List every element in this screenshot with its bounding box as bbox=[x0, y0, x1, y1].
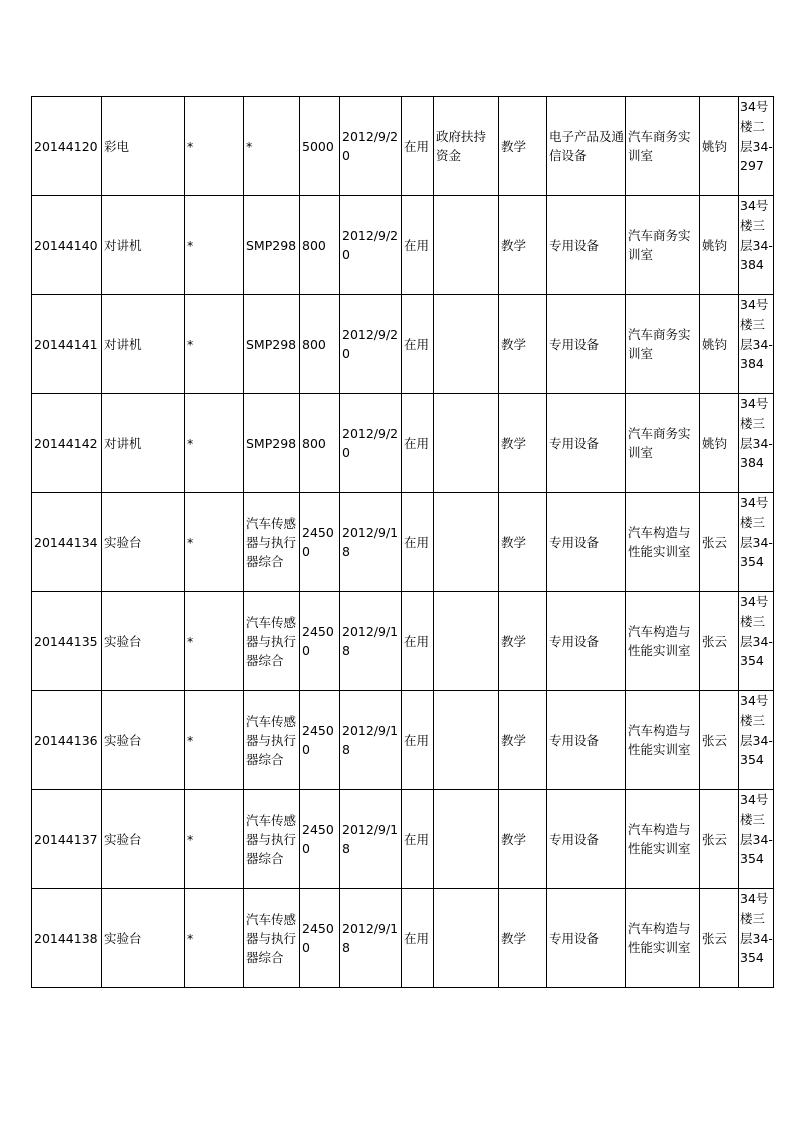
funding-source-cell bbox=[434, 295, 499, 394]
brand-cell bbox=[185, 394, 244, 493]
department-cell bbox=[626, 790, 700, 889]
category-text: 电子产品及通信设备 bbox=[549, 129, 625, 163]
status-cell bbox=[402, 97, 434, 196]
table-row bbox=[32, 295, 774, 394]
usage-cell bbox=[499, 493, 547, 592]
model-text: * bbox=[246, 138, 253, 154]
location-cell bbox=[739, 295, 774, 394]
asset-name-cell bbox=[102, 889, 185, 988]
status-text: 在用 bbox=[404, 831, 430, 847]
asset-name-text: 对讲机 bbox=[104, 237, 142, 253]
location-cell bbox=[739, 592, 774, 691]
purchase-date-text: 2012/9/18 bbox=[342, 723, 399, 757]
location-cell bbox=[739, 691, 774, 790]
model-text: SMP298 bbox=[246, 435, 297, 451]
location-cell bbox=[739, 97, 774, 196]
department-cell bbox=[626, 394, 700, 493]
location-text: 34号楼三层34-354 bbox=[740, 792, 773, 867]
purchase-date-text: 2012/9/20 bbox=[342, 129, 399, 163]
price-cell bbox=[300, 691, 340, 790]
purchase-date-cell bbox=[340, 493, 402, 592]
asset-id-text: 20144136 bbox=[34, 732, 98, 748]
model-text: 汽车传感器与执行器综合 bbox=[246, 911, 297, 965]
status-text: 在用 bbox=[404, 633, 430, 649]
price-text: 24500 bbox=[302, 525, 334, 559]
price-text: 24500 bbox=[302, 723, 334, 757]
usage-text: 教学 bbox=[501, 930, 527, 946]
usage-cell bbox=[499, 196, 547, 295]
purchase-date-text: 2012/9/18 bbox=[342, 921, 399, 955]
asset-name-cell bbox=[102, 196, 185, 295]
brand-cell bbox=[185, 691, 244, 790]
department-text: 汽车构造与性能实训室 bbox=[628, 822, 691, 856]
usage-cell bbox=[499, 394, 547, 493]
model-cell bbox=[244, 295, 300, 394]
usage-text: 教学 bbox=[501, 138, 527, 154]
price-cell bbox=[300, 493, 340, 592]
brand-cell bbox=[185, 592, 244, 691]
location-text: 34号楼三层34-384 bbox=[740, 297, 773, 372]
price-text: 24500 bbox=[302, 624, 334, 658]
asset-name-text: 实验台 bbox=[104, 732, 142, 748]
department-text: 汽车商务实训室 bbox=[628, 129, 691, 163]
brand-text: * bbox=[187, 237, 194, 253]
purchase-date-cell bbox=[340, 196, 402, 295]
purchase-date-text: 2012/9/18 bbox=[342, 525, 399, 559]
category-text: 专用设备 bbox=[549, 336, 600, 352]
price-text: 5000 bbox=[302, 138, 334, 154]
category-cell bbox=[547, 295, 626, 394]
category-cell bbox=[547, 790, 626, 889]
table-row bbox=[32, 196, 774, 295]
location-cell bbox=[739, 889, 774, 988]
location-text: 34号楼三层34-354 bbox=[740, 693, 773, 768]
location-text: 34号楼三层34-354 bbox=[740, 594, 773, 669]
funding-source-cell bbox=[434, 790, 499, 889]
asset-name-text: 实验台 bbox=[104, 633, 142, 649]
keeper-text: 姚钧 bbox=[702, 336, 728, 352]
usage-cell bbox=[499, 295, 547, 394]
category-text: 专用设备 bbox=[549, 633, 600, 649]
model-cell bbox=[244, 691, 300, 790]
keeper-text: 张云 bbox=[702, 633, 728, 649]
funding-source-cell bbox=[434, 493, 499, 592]
status-cell bbox=[402, 295, 434, 394]
model-cell bbox=[244, 196, 300, 295]
department-cell bbox=[626, 295, 700, 394]
keeper-cell bbox=[700, 592, 739, 691]
purchase-date-cell bbox=[340, 394, 402, 493]
asset-id-text: 20144140 bbox=[34, 237, 98, 253]
location-text: 34号楼三层34-384 bbox=[740, 198, 773, 273]
purchase-date-cell bbox=[340, 691, 402, 790]
department-text: 汽车商务实训室 bbox=[628, 426, 691, 460]
model-text: 汽车传感器与执行器综合 bbox=[246, 614, 297, 668]
department-cell bbox=[626, 592, 700, 691]
model-text: 汽车传感器与执行器综合 bbox=[246, 812, 297, 866]
category-cell bbox=[547, 97, 626, 196]
usage-text: 教学 bbox=[501, 534, 527, 550]
asset-id-cell bbox=[32, 97, 102, 196]
price-text: 24500 bbox=[302, 921, 334, 955]
model-cell bbox=[244, 394, 300, 493]
status-text: 在用 bbox=[404, 930, 430, 946]
funding-source-cell bbox=[434, 592, 499, 691]
table-row bbox=[32, 493, 774, 592]
department-text: 汽车商务实训室 bbox=[628, 228, 691, 262]
category-cell bbox=[547, 889, 626, 988]
purchase-date-text: 2012/9/18 bbox=[342, 822, 399, 856]
usage-cell bbox=[499, 691, 547, 790]
purchase-date-text: 2012/9/18 bbox=[342, 624, 399, 658]
usage-text: 教学 bbox=[501, 336, 527, 352]
price-cell bbox=[300, 889, 340, 988]
usage-cell bbox=[499, 592, 547, 691]
price-cell bbox=[300, 394, 340, 493]
table-row bbox=[32, 97, 774, 196]
brand-cell bbox=[185, 97, 244, 196]
keeper-cell bbox=[700, 295, 739, 394]
keeper-cell bbox=[700, 691, 739, 790]
purchase-date-cell bbox=[340, 790, 402, 889]
asset-name-text: 实验台 bbox=[104, 831, 142, 847]
usage-cell bbox=[499, 790, 547, 889]
keeper-text: 张云 bbox=[702, 732, 728, 748]
category-cell bbox=[547, 394, 626, 493]
usage-text: 教学 bbox=[501, 633, 527, 649]
price-cell bbox=[300, 790, 340, 889]
brand-cell bbox=[185, 889, 244, 988]
funding-source-text: 政府扶持资金 bbox=[436, 129, 487, 163]
model-cell bbox=[244, 493, 300, 592]
asset-id-text: 20144142 bbox=[34, 435, 98, 451]
model-cell bbox=[244, 97, 300, 196]
table-row bbox=[32, 394, 774, 493]
price-cell bbox=[300, 196, 340, 295]
keeper-cell bbox=[700, 493, 739, 592]
keeper-text: 姚钧 bbox=[702, 435, 728, 451]
asset-id-text: 20144120 bbox=[34, 138, 98, 154]
keeper-cell bbox=[700, 790, 739, 889]
asset-table bbox=[31, 96, 774, 988]
brand-text: * bbox=[187, 831, 194, 847]
keeper-cell bbox=[700, 889, 739, 988]
location-text: 34号楼三层34-354 bbox=[740, 495, 773, 570]
category-cell bbox=[547, 196, 626, 295]
category-cell bbox=[547, 691, 626, 790]
department-cell bbox=[626, 97, 700, 196]
usage-text: 教学 bbox=[501, 237, 527, 253]
asset-id-cell bbox=[32, 493, 102, 592]
category-text: 专用设备 bbox=[549, 534, 600, 550]
purchase-date-text: 2012/9/20 bbox=[342, 426, 399, 460]
usage-text: 教学 bbox=[501, 732, 527, 748]
location-cell bbox=[739, 493, 774, 592]
purchase-date-cell bbox=[340, 97, 402, 196]
asset-id-cell bbox=[32, 394, 102, 493]
status-cell bbox=[402, 691, 434, 790]
status-cell bbox=[402, 394, 434, 493]
purchase-date-cell bbox=[340, 295, 402, 394]
purchase-date-text: 2012/9/20 bbox=[342, 228, 399, 262]
price-cell bbox=[300, 97, 340, 196]
asset-name-cell bbox=[102, 790, 185, 889]
category-cell bbox=[547, 592, 626, 691]
price-text: 800 bbox=[302, 237, 326, 253]
status-text: 在用 bbox=[404, 336, 430, 352]
category-text: 专用设备 bbox=[549, 435, 600, 451]
purchase-date-cell bbox=[340, 592, 402, 691]
department-cell bbox=[626, 889, 700, 988]
asset-id-cell bbox=[32, 295, 102, 394]
status-cell bbox=[402, 790, 434, 889]
funding-source-cell bbox=[434, 889, 499, 988]
status-cell bbox=[402, 196, 434, 295]
asset-name-text: 实验台 bbox=[104, 930, 142, 946]
model-text: 汽车传感器与执行器综合 bbox=[246, 515, 297, 569]
keeper-cell bbox=[700, 394, 739, 493]
brand-text: * bbox=[187, 633, 194, 649]
asset-name-cell bbox=[102, 592, 185, 691]
location-cell bbox=[739, 394, 774, 493]
asset-id-text: 20144137 bbox=[34, 831, 98, 847]
keeper-text: 张云 bbox=[702, 534, 728, 550]
asset-name-text: 对讲机 bbox=[104, 435, 142, 451]
department-text: 汽车构造与性能实训室 bbox=[628, 921, 691, 955]
funding-source-cell bbox=[434, 196, 499, 295]
brand-text: * bbox=[187, 930, 194, 946]
brand-text: * bbox=[187, 435, 194, 451]
purchase-date-text: 2012/9/20 bbox=[342, 327, 399, 361]
category-text: 专用设备 bbox=[549, 930, 600, 946]
location-text: 34号楼三层34-354 bbox=[740, 891, 773, 966]
location-cell bbox=[739, 196, 774, 295]
asset-name-cell bbox=[102, 295, 185, 394]
model-cell bbox=[244, 592, 300, 691]
funding-source-cell bbox=[434, 97, 499, 196]
asset-name-text: 对讲机 bbox=[104, 336, 142, 352]
location-text: 34号楼三层34-384 bbox=[740, 396, 773, 471]
asset-name-text: 实验台 bbox=[104, 534, 142, 550]
brand-text: * bbox=[187, 732, 194, 748]
asset-id-cell bbox=[32, 790, 102, 889]
category-cell bbox=[547, 493, 626, 592]
purchase-date-cell bbox=[340, 889, 402, 988]
asset-id-cell bbox=[32, 889, 102, 988]
asset-id-cell bbox=[32, 691, 102, 790]
status-text: 在用 bbox=[404, 138, 430, 154]
location-cell bbox=[739, 790, 774, 889]
asset-name-cell bbox=[102, 493, 185, 592]
table-row bbox=[32, 790, 774, 889]
department-text: 汽车构造与性能实训室 bbox=[628, 525, 691, 559]
brand-cell bbox=[185, 196, 244, 295]
status-text: 在用 bbox=[404, 237, 430, 253]
brand-cell bbox=[185, 493, 244, 592]
asset-table-body bbox=[32, 97, 774, 988]
status-cell bbox=[402, 493, 434, 592]
department-cell bbox=[626, 691, 700, 790]
usage-text: 教学 bbox=[501, 831, 527, 847]
category-text: 专用设备 bbox=[549, 237, 600, 253]
department-text: 汽车构造与性能实训室 bbox=[628, 723, 691, 757]
price-text: 800 bbox=[302, 435, 326, 451]
brand-cell bbox=[185, 790, 244, 889]
department-cell bbox=[626, 196, 700, 295]
usage-cell bbox=[499, 889, 547, 988]
status-text: 在用 bbox=[404, 435, 430, 451]
asset-id-cell bbox=[32, 196, 102, 295]
keeper-text: 张云 bbox=[702, 930, 728, 946]
model-cell bbox=[244, 889, 300, 988]
location-text: 34号楼二层34-297 bbox=[740, 99, 773, 174]
model-text: 汽车传感器与执行器综合 bbox=[246, 713, 297, 767]
asset-name-cell bbox=[102, 97, 185, 196]
usage-text: 教学 bbox=[501, 435, 527, 451]
status-cell bbox=[402, 592, 434, 691]
department-cell bbox=[626, 493, 700, 592]
model-text: SMP298 bbox=[246, 237, 297, 253]
status-text: 在用 bbox=[404, 732, 430, 748]
department-text: 汽车商务实训室 bbox=[628, 327, 691, 361]
asset-id-text: 20144134 bbox=[34, 534, 98, 550]
keeper-text: 姚钧 bbox=[702, 138, 728, 154]
brand-text: * bbox=[187, 138, 194, 154]
table-row bbox=[32, 592, 774, 691]
price-text: 24500 bbox=[302, 822, 334, 856]
brand-cell bbox=[185, 295, 244, 394]
keeper-cell bbox=[700, 196, 739, 295]
price-cell bbox=[300, 592, 340, 691]
brand-text: * bbox=[187, 534, 194, 550]
table-row bbox=[32, 691, 774, 790]
keeper-cell bbox=[700, 97, 739, 196]
category-text: 专用设备 bbox=[549, 732, 600, 748]
asset-name-cell bbox=[102, 691, 185, 790]
price-cell bbox=[300, 295, 340, 394]
keeper-text: 张云 bbox=[702, 831, 728, 847]
asset-name-cell bbox=[102, 394, 185, 493]
funding-source-cell bbox=[434, 394, 499, 493]
status-text: 在用 bbox=[404, 534, 430, 550]
asset-id-text: 20144138 bbox=[34, 930, 98, 946]
usage-cell bbox=[499, 97, 547, 196]
keeper-text: 姚钧 bbox=[702, 237, 728, 253]
brand-text: * bbox=[187, 336, 194, 352]
model-cell bbox=[244, 790, 300, 889]
department-text: 汽车构造与性能实训室 bbox=[628, 624, 691, 658]
table-row bbox=[32, 889, 774, 988]
model-text: SMP298 bbox=[246, 336, 297, 352]
asset-id-text: 20144135 bbox=[34, 633, 98, 649]
category-text: 专用设备 bbox=[549, 831, 600, 847]
asset-name-text: 彩电 bbox=[104, 138, 130, 154]
funding-source-cell bbox=[434, 691, 499, 790]
asset-id-text: 20144141 bbox=[34, 336, 98, 352]
status-cell bbox=[402, 889, 434, 988]
asset-id-cell bbox=[32, 592, 102, 691]
price-text: 800 bbox=[302, 336, 326, 352]
